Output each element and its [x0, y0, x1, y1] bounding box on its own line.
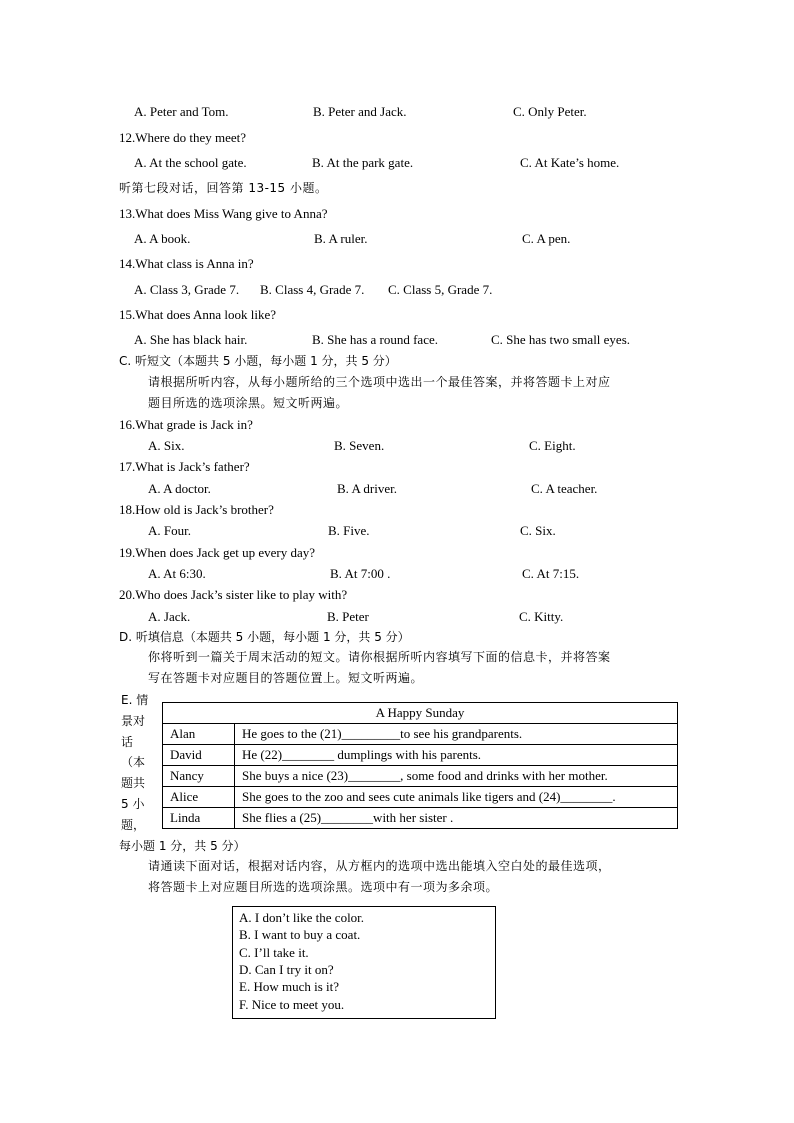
section-d-instruction-2: 写在答题卡对应题目的答题位置上。短文听两遍。 — [148, 671, 424, 685]
q13-option-a: A. A book. — [134, 231, 191, 246]
q12-question: 12.Where do they meet? — [119, 130, 247, 145]
q18-option-b: B. Five. — [328, 523, 370, 538]
section-e-label-1: E. 情 — [121, 693, 149, 707]
q20-option-a: A. Jack. — [148, 609, 191, 624]
q14-option-c: C. Class 5, Grade 7. — [388, 282, 493, 297]
q13-option-c: C. A pen. — [522, 231, 571, 246]
q17-question: 17.What is Jack’s father? — [119, 459, 250, 474]
q16-question: 16.What grade is Jack in? — [119, 417, 253, 432]
section-d-title: D. 听填信息（本题共 5 小题，每小题 1 分，共 5 分） — [119, 630, 410, 644]
options-box — [232, 906, 496, 1019]
q12-option-c: C. At Kate’s home. — [520, 155, 620, 170]
q17-option-b: B. A driver. — [337, 481, 397, 496]
option-f: F. Nice to meet you. — [239, 997, 345, 1012]
option-e: E. How much is it? — [239, 979, 340, 994]
q14-option-b: B. Class 4, Grade 7. — [260, 282, 365, 297]
q17-option-c: C. A teacher. — [531, 481, 598, 496]
section-e-label-3: 话 — [121, 735, 134, 749]
info-card-table — [162, 702, 678, 829]
table-cell-name: Linda — [163, 808, 235, 829]
q18-option-a: A. Four. — [148, 523, 191, 538]
q17-option-a: A. A doctor. — [148, 481, 211, 496]
q14-question: 14.What class is Anna in? — [119, 256, 254, 271]
section-e-instruction-1: 请通读下面对话，根据对话内容，从方框内的选项中选出能填入空白处的最佳选项， — [148, 859, 611, 873]
q15-option-a: A. She has black hair. — [134, 332, 248, 347]
section-e-label-5: 题共 — [121, 776, 146, 790]
table-row — [163, 787, 678, 808]
q12-option-b: B. At the park gate. — [312, 155, 414, 170]
option-d: D. Can I try it on? — [239, 962, 334, 977]
table-cell-name: Alice — [163, 787, 235, 808]
section7-instruction: 听第七段对话，回答第 13-15 小题。 — [119, 181, 328, 195]
section-e-label-2: 景对 — [121, 714, 146, 728]
q19-option-b: B. At 7:00 . — [330, 566, 391, 581]
table-cell-text: She goes to the zoo and sees cute animals like tigers and (24)________. — [235, 787, 678, 808]
q14-option-a: A. Class 3, Grade 7. — [134, 282, 240, 297]
section-c-instruction-1: 请根据所听内容，从每小题所给的三个选项中选出一个最佳答案，并将答题卡上对应 — [148, 375, 611, 389]
table-cell-name: David — [163, 745, 235, 766]
table-title: A Happy Sunday — [163, 703, 678, 724]
q19-option-c: C. At 7:15. — [522, 566, 580, 581]
table-cell-text: He (22)________ dumplings with his parents. — [235, 745, 678, 766]
q15-option-c: C. She has two small eyes. — [491, 332, 631, 347]
q19-option-a: A. At 6:30. — [148, 566, 206, 581]
option-b: B. I want to buy a coat. — [239, 927, 361, 942]
section-e-label-6: 5 小 — [121, 797, 145, 811]
q13-option-b: B. A ruler. — [314, 231, 368, 246]
section-c-instruction-2: 题目所选的选项涂黑。短文听两遍。 — [148, 396, 349, 410]
table-cell-name: Nancy — [163, 766, 235, 787]
section-e-instruction-2: 将答题卡上对应题目所选的选项涂黑。选项中有一项为多余项。 — [148, 880, 499, 894]
q16-option-b: B. Seven. — [334, 438, 385, 453]
table-cell-text: She flies a (25)________with her sister . — [235, 808, 678, 829]
q13-question: 13.What does Miss Wang give to Anna? — [119, 206, 328, 221]
section-e-label-4: （本 — [121, 755, 146, 769]
q20-option-b: B. Peter — [327, 609, 369, 624]
table-row — [163, 766, 678, 787]
table-row — [163, 745, 678, 766]
section-c-title: C. 听短文（本题共 5 小题，每小题 1 分，共 5 分） — [119, 354, 397, 368]
q12-option-a: A. At the school gate. — [134, 155, 247, 170]
table-cell-text: He goes to the (21)_________to see his grandparents. — [235, 724, 678, 745]
table-cell-name: Alan — [163, 724, 235, 745]
q20-option-c: C. Kitty. — [519, 609, 564, 624]
q16-option-c: C. Eight. — [529, 438, 576, 453]
q19-question: 19.When does Jack get up every day? — [119, 545, 316, 560]
table-row — [163, 724, 678, 745]
q16-option-a: A. Six. — [148, 438, 185, 453]
table-cell-text: She buys a nice (23)________, some food and drinks with her mother. — [235, 766, 678, 787]
q11-option-c: C. Only Peter. — [513, 104, 587, 119]
section-d-instruction-1: 你将听到一篇关于周末活动的短文。请你根据所听内容填写下面的信息卡，并将答案 — [148, 650, 611, 664]
q11-option-b: B. Peter and Jack. — [313, 104, 407, 119]
q15-question: 15.What does Anna look like? — [119, 307, 277, 322]
table-row — [163, 808, 678, 829]
q18-option-c: C. Six. — [520, 523, 556, 538]
section-e-label-7: 题， — [121, 818, 146, 832]
q20-question: 20.Who does Jack’s sister like to play with? — [119, 587, 348, 602]
q15-option-b: B. She has a round face. — [312, 332, 438, 347]
option-c: C. I’ll take it. — [239, 945, 309, 960]
option-a: A. I don’t like the color. — [239, 910, 365, 925]
section-e-title-end: 每小题 1 分，共 5 分） — [119, 839, 246, 853]
table-title-row — [163, 703, 678, 724]
q18-question: 18.How old is Jack’s brother? — [119, 502, 274, 517]
q11-option-a: A. Peter and Tom. — [134, 104, 229, 119]
